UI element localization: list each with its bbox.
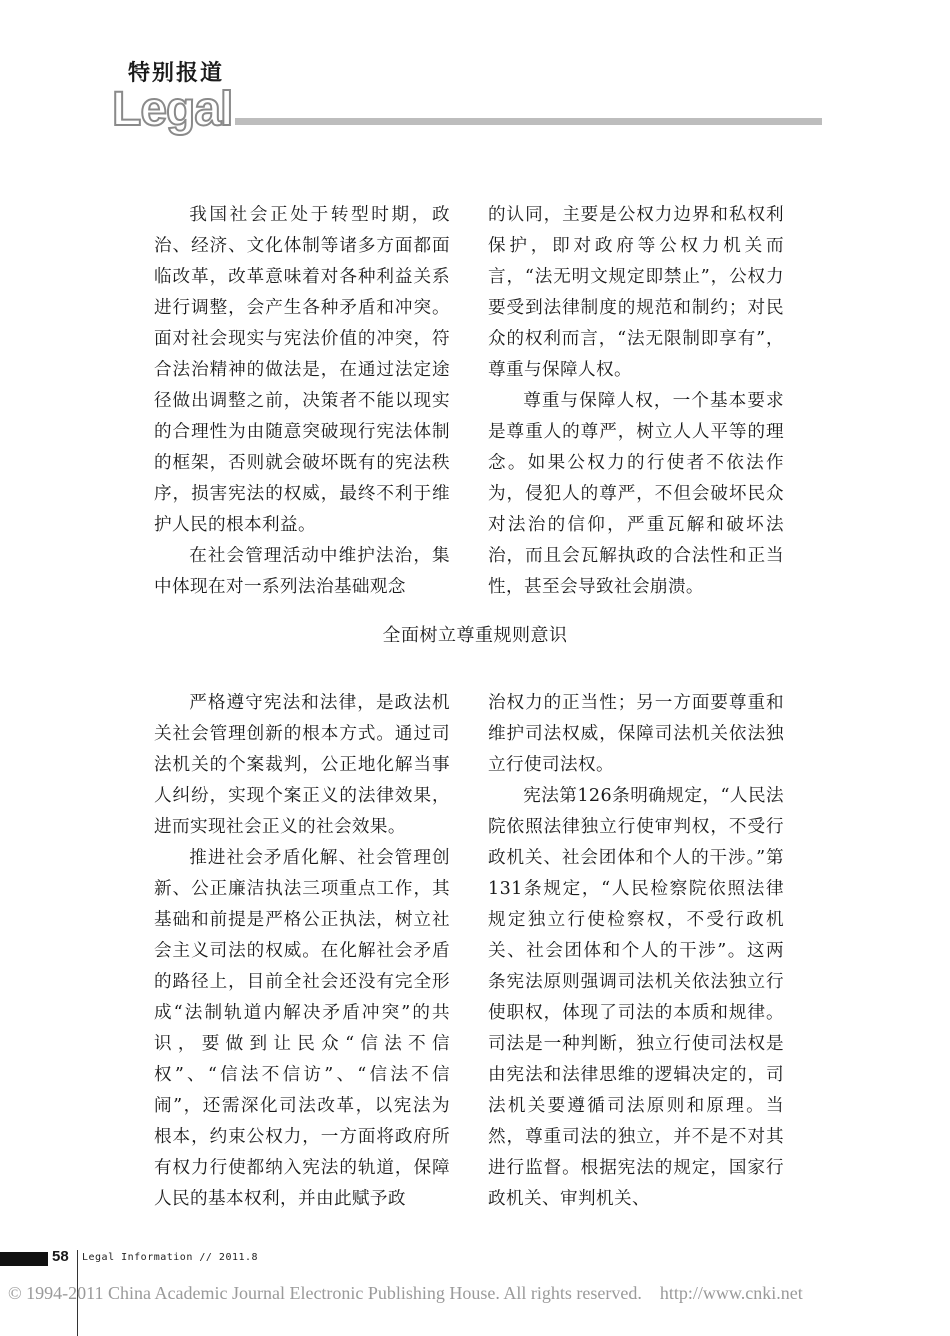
paragraph: 在社会管理活动中维护法治，集中体现在对一系列法治基础观念	[154, 546, 450, 597]
section-label: 特别报道	[128, 61, 225, 86]
copyright-notice: © 1994-2011 China Academic Journal Electronic Publishing House. All rights reserved. http://www.cnki.net	[8, 1283, 803, 1303]
brand-logo: Legal	[112, 83, 233, 136]
paragraph: 我国社会正处于转型时期，政治、经济、文化体制等诸多方面都面临改革，改革意味着对各种利益关系进行调整，会产生各种矛盾和冲突。面对社会现实与宪法价值的冲突，符合法治精神的做法是，在通过法定途径做出调整之前，决策者不能以现实的合理性为由随意突破现行宪法体制的框架，否则就会破坏既有的宪法秩序，损害宪法的权威，最终不利于维护人民的根本利益。	[154, 205, 450, 535]
paragraph: 推进社会矛盾化解、社会管理创新、公正廉洁执法三项重点工作，其基础和前提是严格公正执法，树立社会主义司法的权威。在化解社会矛盾的路径上，目前全社会还没有完全形成“法制轨道内解决矛盾冲突”的共识，要做到让民众“信法不信权”、“信法不信访”、“信法不信闹”，还需深化司法改革，以宪法为根本，约束公权力，一方面将政府所有权力行使都纳入宪法的轨道，保障人民的基本权利，并由此赋予政	[154, 848, 450, 1209]
header-rule	[235, 118, 822, 125]
publication-info: Legal Information // 2011.8	[82, 1252, 259, 1263]
article-column-3	[154, 688, 450, 1215]
page-number: 58	[52, 1248, 69, 1265]
paragraph: 治权力的正当性；另一方面要尊重和维护司法权威，保障司法机关依法独立行使司法权。	[488, 693, 784, 775]
paragraph: 宪法第126条明确规定，“人民法院依照法律独立行使审判权，不受行政机关、社会团体和个人的干涉。”第131条规定，“人民检察院依照法律规定独立行使检察权，不受行政机关、社会团体和个人的干涉”。这两条宪法原则强调司法机关依法独立行使职权，体现了司法的本质和规律。司法是一种判断，独立行使司法权是由宪法和法律思维的逻辑决定的，司法机关要遵循司法原则和原理。当然，尊重司法的独立，并不是不对其进行监督。根据宪法的规定，国家行政机关、审判机关、	[488, 786, 784, 1209]
footer-bar	[0, 1252, 48, 1266]
article-column-1	[154, 200, 450, 603]
article-column-4	[488, 688, 784, 1215]
paragraph: 的认同，主要是公权力边界和私权利保护，即对政府等公权力机关而言，“法无明文规定即禁止”，公权力要受到法律制度的规范和制约；对民众的权利而言，“法无限制即享有”，尊重与保障人权。	[488, 205, 784, 380]
paragraph: 严格遵守宪法和法律，是政法机关社会管理创新的根本方式。通过司法机关的个案裁判，公正地化解当事人纠纷，实现个案正义的法律效果，进而实现社会正义的社会效果。	[154, 693, 450, 837]
section-subheading: 全面树立尊重规则意识	[382, 625, 568, 646]
paragraph: 尊重与保障人权，一个基本要求是尊重人的尊严，树立人人平等的理念。如果公权力的行使者不依法作为，侵犯人的尊严，不但会破坏民众对法治的信仰，严重瓦解和破坏法治，而且会瓦解执政的合法性和正当性，甚至会导致社会崩溃。	[488, 391, 784, 597]
article-column-2	[488, 200, 784, 603]
